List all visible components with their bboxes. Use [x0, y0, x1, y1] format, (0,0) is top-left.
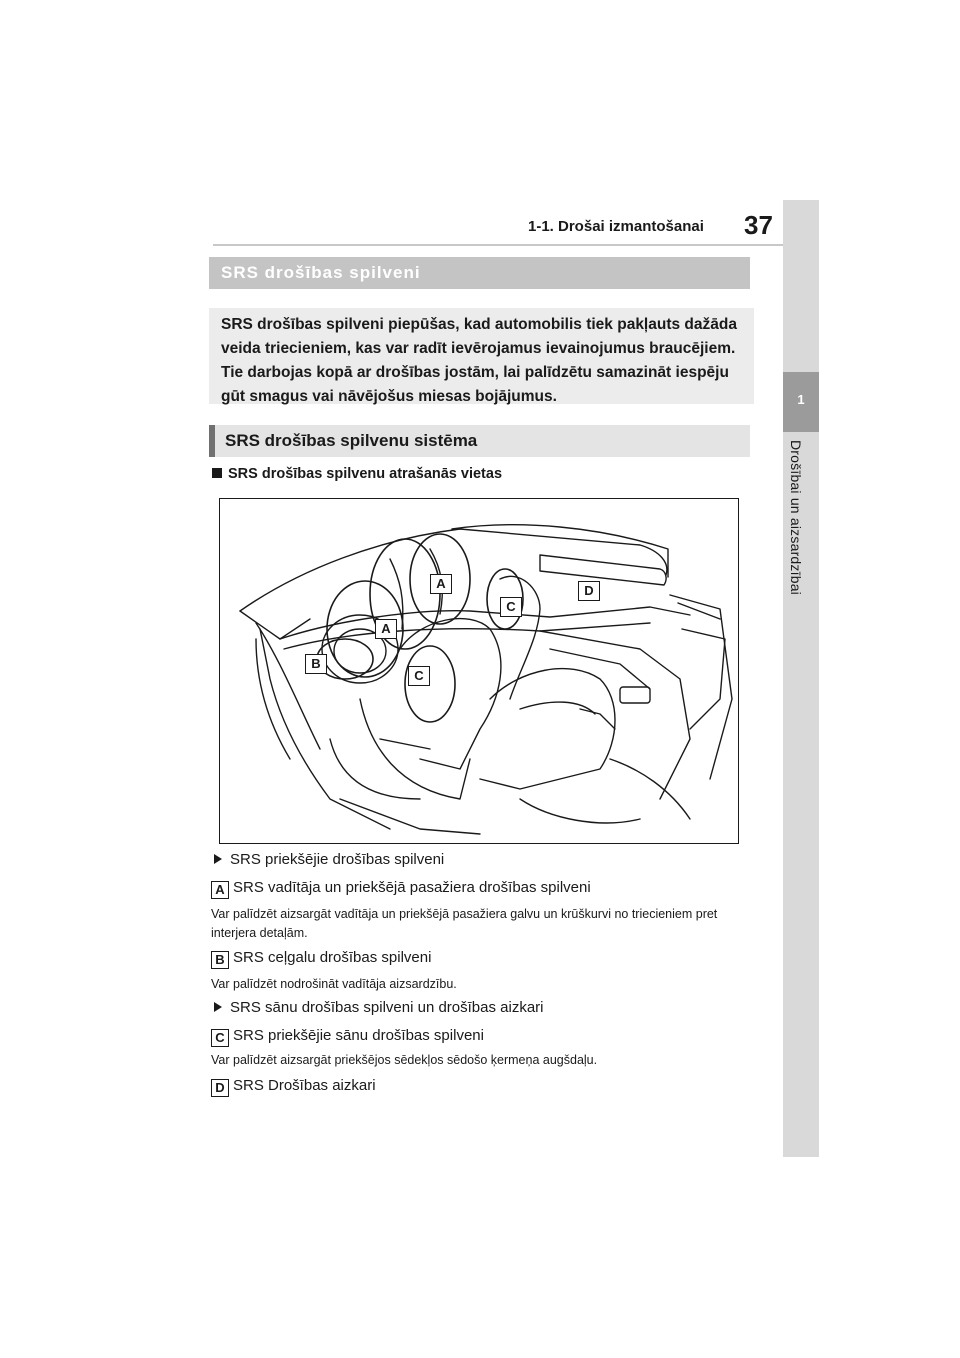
section-heading-text: SRS drošības spilveni	[221, 263, 421, 282]
group-heading-text: SRS priekšējie drošības spilveni	[230, 851, 445, 868]
item-a-description: Var palīdzēt aizsargāt vadītāja un priekšējā pasažiera galvu un krūškurvi no triecieniem pret interjera detaļām.	[211, 907, 718, 940]
item-a	[211, 879, 591, 899]
header-divider	[213, 244, 783, 246]
item-c	[211, 1027, 484, 1047]
section-heading-text: SRS drošības spilvenu sistēma	[225, 431, 478, 450]
figure-label-c-passenger: C	[500, 597, 522, 617]
airbag-locations-figure	[219, 498, 739, 844]
figure-label-c-driver: C	[408, 666, 430, 686]
figure-label-b: B	[305, 654, 327, 674]
page-number: 37	[744, 210, 773, 240]
item-text: SRS ceļgalu drošības spilveni	[233, 949, 432, 966]
item-text: SRS vadītāja un priekšējā pasažiera drošības spilveni	[233, 879, 591, 896]
item-text: SRS Drošības aizkari	[233, 1077, 376, 1094]
group-heading-text: SRS sānu drošības spilveni un drošības aizkari	[230, 999, 544, 1016]
triangle-bullet-icon	[214, 1002, 222, 1012]
chapter-title: Drošībai un aizsardzībai	[788, 440, 804, 595]
figure-label-d: D	[578, 581, 600, 601]
car-interior-illustration	[220, 499, 737, 842]
group-heading-front	[214, 851, 444, 868]
intro-box	[209, 308, 754, 404]
intro-text: SRS drošības spilveni piepūšas, kad automobilis tiek pakļauts dažāda veida triecieniem, kas var radīt ievērojamus ievainojumus braucējiem. Tie darbojas kopā ar drošības jostām, lai palīdzētu samazināt iespēju gūt smagus vai nāvējošus miesas bojājumus.	[221, 316, 737, 405]
item-c-description: Var palīdzēt aizsargāt priekšējos sēdekļos sēdošo ķermeņa augšdaļu.	[211, 1053, 598, 1067]
subheading-locations	[212, 466, 502, 482]
subheading-text: SRS drošības spilvenu atrašanās vietas	[228, 466, 503, 482]
figure-label-a-driver: A	[375, 619, 397, 639]
group-heading-side	[214, 999, 544, 1016]
figure-label-a-front: A	[430, 574, 452, 594]
item-b-description: Var palīdzēt nodrošināt vadītāja aizsardzību.	[211, 977, 457, 991]
triangle-bullet-icon	[214, 854, 222, 864]
item-label-b: B	[211, 951, 229, 969]
item-d	[211, 1077, 376, 1097]
section-heading-airbags	[209, 257, 750, 289]
item-label-c: C	[211, 1029, 229, 1047]
section-heading-system	[209, 425, 750, 457]
chapter-number: 1	[797, 392, 805, 407]
item-text: SRS priekšējie sānu drošības spilveni	[233, 1027, 484, 1044]
item-label-a: A	[211, 881, 229, 899]
item-label-d: D	[211, 1079, 229, 1097]
chapter-side-tab	[783, 200, 819, 1157]
running-header: 1-1. Drošai izmantošanai	[528, 218, 704, 235]
square-bullet-icon	[212, 468, 222, 478]
item-b	[211, 949, 431, 969]
